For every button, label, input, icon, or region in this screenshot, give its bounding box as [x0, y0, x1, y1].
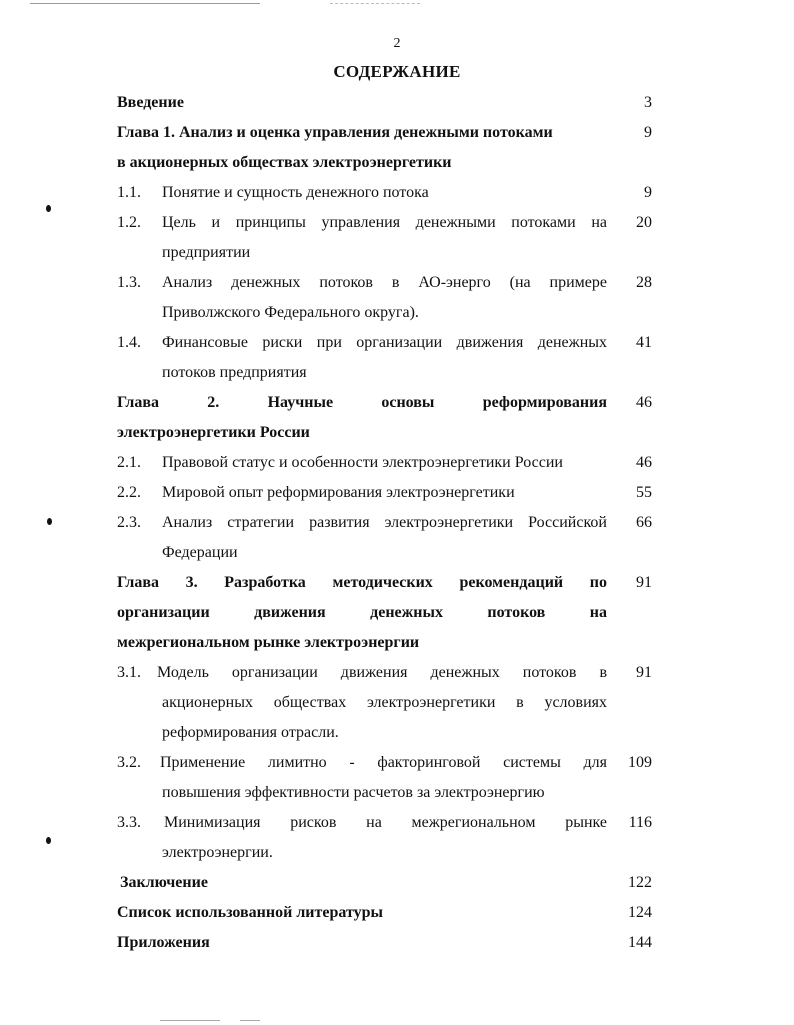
- toc-entry-section-2-1: [117, 448, 607, 478]
- toc-entry-bibliography: [117, 898, 383, 928]
- toc-entry-title: Приложения: [117, 934, 210, 951]
- toc-page-number: 144: [628, 934, 652, 951]
- toc-entry-section-1-2-cont: [162, 238, 250, 268]
- toc-page-number: 9: [644, 184, 652, 201]
- section-number: 1.2.: [117, 214, 141, 231]
- section-number: 2.1.: [117, 454, 141, 471]
- page-number: 2: [393, 36, 401, 51]
- toc-entry-chapter-1-cont: [117, 148, 452, 178]
- toc-entry-title: электроэнергии.: [162, 844, 273, 861]
- section-number: 2.3.: [117, 514, 141, 531]
- section-number: 1.1.: [117, 184, 141, 201]
- toc-entry-title: электроэнергетики России: [117, 424, 310, 441]
- toc-entry-section-1-4: [117, 328, 607, 358]
- section-number: 3.1.: [117, 664, 141, 681]
- toc-entry-title: предприятии: [162, 244, 251, 261]
- toc-page-number: 20: [636, 214, 652, 231]
- toc-entry-section-2-3: [117, 508, 607, 538]
- binder-hole-mark: [46, 837, 51, 844]
- toc-entry-chapter-3-cont: [117, 628, 419, 658]
- toc-entry-section-3-1: [117, 658, 607, 688]
- toc-entry-section-1-3-cont: [162, 298, 419, 328]
- toc-entry-title: межрегиональном рынке электроэнергии: [117, 634, 420, 651]
- toc-entry-title: Федерации: [162, 544, 238, 561]
- toc-entry-chapter-2-cont: [117, 418, 310, 448]
- toc-entry-title: Модель организации движения денежных потоков в: [157, 664, 607, 681]
- toc-entry-section-3-3-cont: [162, 838, 273, 868]
- toc-entry-section-2-2: [117, 478, 607, 508]
- scan-artifact-bottom: [240, 1020, 260, 1021]
- section-number: 3.3.: [117, 814, 141, 831]
- section-number: 1.3.: [117, 274, 141, 291]
- toc-entry-section-3-3: [117, 808, 607, 838]
- toc-entry-title: в акционерных обществах электроэнергетики: [117, 154, 452, 171]
- toc-entry-section-1-3: [117, 268, 607, 298]
- toc-entry-title: Глава 3. Разработка методических рекомендаций по: [117, 574, 607, 591]
- toc-page-number: 122: [628, 874, 652, 891]
- binder-hole-mark: [46, 205, 51, 212]
- toc-entry-chapter-3-cont: [117, 598, 607, 628]
- toc-entry-section-3-1-cont: [162, 688, 607, 718]
- toc-entry-title: Анализ стратегии развития электроэнергетики Российской: [162, 514, 607, 531]
- toc-page-number: 116: [628, 814, 652, 831]
- toc-entry-title: Понятие и сущность денежного потока: [162, 184, 429, 201]
- toc-entry-section-1-2: [117, 208, 607, 238]
- toc-page-number: 46: [636, 454, 652, 471]
- toc-entry-intro: [117, 88, 577, 118]
- section-number: 3.2.: [117, 754, 141, 771]
- toc-entry-section-1-4-cont: [162, 358, 307, 388]
- toc-page-number: 91: [636, 664, 652, 681]
- toc-entry-section-2-3-cont: [162, 538, 238, 568]
- toc-entry-title: Глава 1. Анализ и оценка управления денежными потоками: [117, 124, 553, 141]
- toc-entry-title: Применение лимитно - факторинговой системы для: [160, 754, 607, 771]
- toc-entry-title: Минимизация рисков на межрегиональном рынке: [164, 814, 607, 831]
- toc-entry-section-1-1: [117, 178, 607, 208]
- toc-page-number: 46: [636, 394, 652, 411]
- toc-entry-title: Финансовые риски при организации движения денежных: [162, 334, 607, 351]
- toc-entry-title: Введение: [117, 94, 184, 111]
- toc-entry-appendix: [117, 928, 210, 958]
- toc-page-number: 3: [644, 94, 652, 111]
- toc-entry-title: Глава 2. Научные основы реформирования: [117, 394, 607, 411]
- section-number: 2.2.: [117, 484, 141, 501]
- toc-entry-section-3-2: [117, 748, 607, 778]
- toc-entry-title: потоков предприятия: [162, 364, 307, 381]
- toc-page-number: 55: [636, 484, 652, 501]
- scan-artifact-top: [30, 3, 260, 4]
- toc-entry-section-3-1-cont: [162, 718, 339, 748]
- toc-entry-conclusion: [120, 868, 208, 898]
- scan-artifact-top: [330, 3, 420, 5]
- toc-entry-title: Анализ денежных потоков в АО-энерго (на примере: [162, 274, 607, 291]
- toc-entry-title: акционерных обществах электроэнергетики в условиях: [162, 694, 607, 711]
- toc-entry-title: Мировой опыт реформирования электроэнергетики: [162, 484, 515, 501]
- scan-artifact-bottom: [160, 1020, 220, 1021]
- toc-entry-title: Список использованной литературы: [117, 904, 383, 921]
- toc-entry-title: Заключение: [120, 874, 208, 891]
- toc-entry-title: реформирования отрасли.: [162, 724, 339, 741]
- toc-entry-title: Цель и принципы управления денежными потоками на: [162, 214, 607, 231]
- page-title: СОДЕРЖАНИЕ: [333, 62, 461, 81]
- toc-page-number: 91: [636, 574, 652, 591]
- toc-page-number: 124: [628, 904, 652, 921]
- toc-entry-chapter-1: [117, 118, 607, 148]
- toc-page-number: 41: [636, 334, 652, 351]
- toc-entry-chapter-2: [117, 388, 607, 418]
- toc-entry-chapter-3: [117, 568, 607, 598]
- toc-page-number: 9: [644, 124, 652, 141]
- toc-entry-section-3-2-cont: [162, 778, 545, 808]
- section-number: 1.4.: [117, 334, 141, 351]
- toc-entry-title: повышения эффективности расчетов за электроэнергию: [162, 784, 545, 801]
- toc-entry-title: организации движения денежных потоков на: [117, 604, 607, 621]
- binder-hole-mark: [47, 518, 52, 525]
- toc-page-number: 109: [628, 754, 652, 771]
- toc-page-number: 28: [636, 274, 652, 291]
- toc-page-number: 66: [636, 514, 652, 531]
- toc-entry-title: Приволжского Федерального округа).: [162, 304, 419, 321]
- toc-entry-title: Правовой статус и особенности электроэнергетики России: [162, 454, 563, 471]
